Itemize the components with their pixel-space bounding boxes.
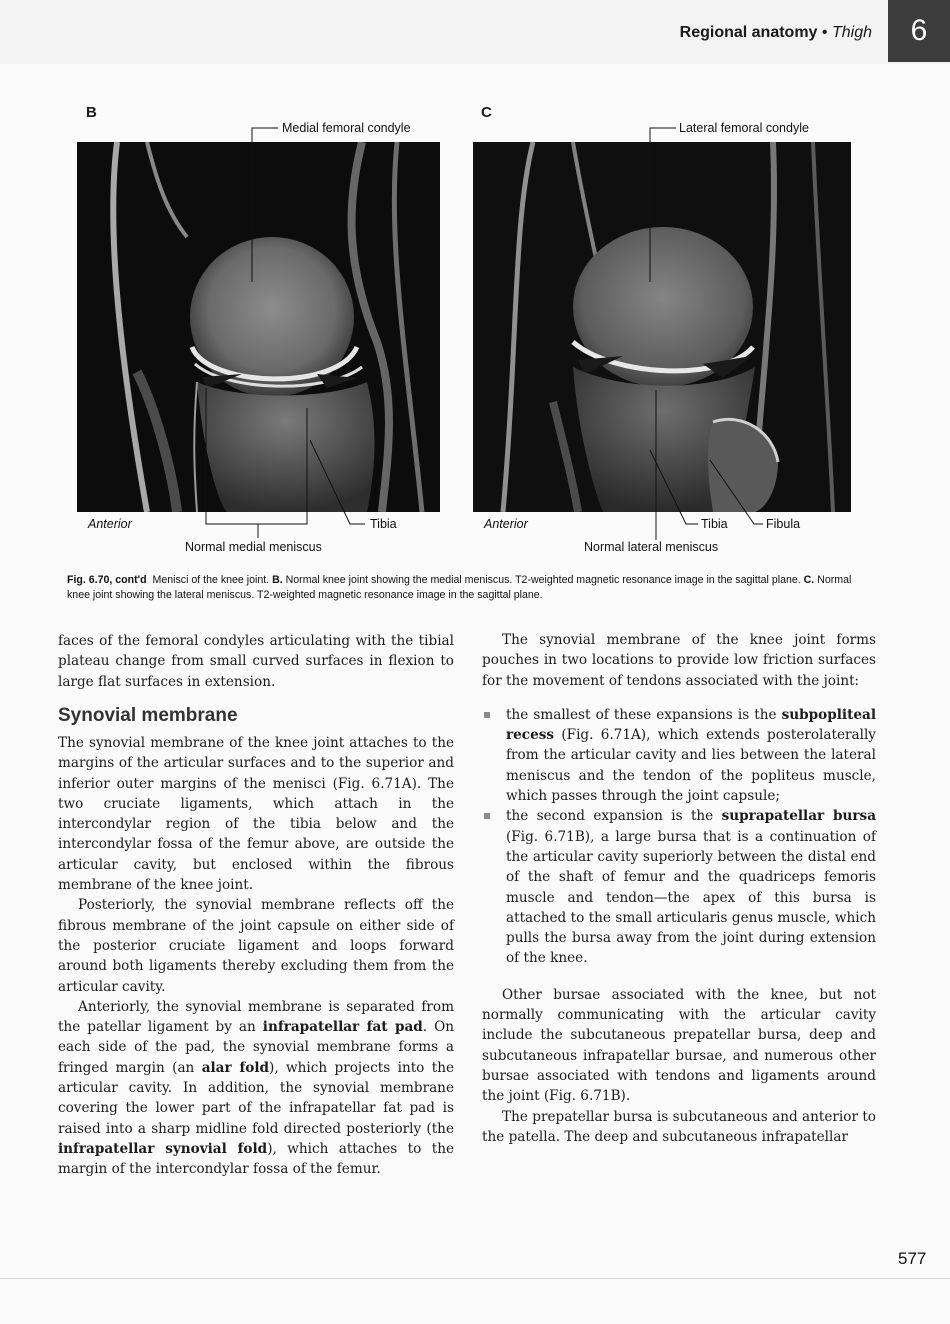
bullet-suprapatellar-bursa bbox=[482, 806, 876, 968]
leader-lines bbox=[0, 0, 950, 560]
running-head-section: Regional anatomy bbox=[679, 24, 818, 41]
caption-ref: Fig. 6.70, cont'd bbox=[67, 574, 147, 586]
chapter-tab: 6 bbox=[888, 0, 950, 62]
panel-b-letter: B bbox=[86, 104, 97, 121]
right-column bbox=[482, 630, 876, 1147]
left-paragraph-2: Posteriorly, the synovial membrane reflects off the fibrous membrane of the joint capsule on either side of the posterior cruciate ligament and loops forward around both ligaments thereby excluding them from the articular cavity. bbox=[58, 897, 454, 995]
right-paragraph-1: The synovial membrane of the knee joint forms pouches in two locations to provide low friction surfaces for the movement of tendons associated with the joint: bbox=[482, 632, 876, 689]
label-anterior-c: Anterior bbox=[484, 517, 528, 531]
label-tibia-b: Tibia bbox=[370, 517, 397, 531]
label-normal-medial-meniscus: Normal medial meniscus bbox=[185, 540, 322, 554]
running-head-subsection: Thigh bbox=[831, 24, 872, 41]
term-suprapatellar-bursa: suprapatellar bursa bbox=[721, 808, 877, 825]
term-alar-fold: alar fold bbox=[201, 1059, 270, 1076]
bullet1-c: (Fig. 6.71A), which extends posterolaterally from the articular cavity and lies between the lateral meniscus and the tendon of the popliteus muscle, which passes through the joint capsule; bbox=[506, 727, 876, 805]
para3-d: ), which projects into the articular cavity. In addition, the synovial membrane covering the lower part of the infrapatellar fat pad is raised into a sharp midline fold directed posteriorly (the bbox=[58, 1059, 454, 1137]
left-column-body bbox=[58, 733, 454, 1180]
para3-e: ), which attaches to the margin of the intercondylar fossa of the femur. bbox=[58, 1140, 455, 1178]
bullet1-a: the smallest of these expansions is the bbox=[506, 706, 777, 723]
label-anterior-b: Anterior bbox=[88, 517, 132, 531]
label-normal-lateral-meniscus: Normal lateral meniscus bbox=[584, 540, 719, 554]
term-infrapatellar-synovial-fold: infrapatellar synovial fold bbox=[58, 1140, 268, 1157]
term-subpopliteal-recess: subpopliteal recess bbox=[506, 706, 876, 744]
figure-caption bbox=[67, 573, 867, 603]
bullet-subpopliteal-recess bbox=[482, 705, 876, 806]
label-tibia-c: Tibia bbox=[701, 517, 728, 531]
caption-b-text: Normal knee joint showing the medial meniscus. T2-weighted magnetic resonance image in the sagittal plane. bbox=[285, 574, 801, 586]
bullet2-a: the second expansion is the bbox=[506, 808, 714, 825]
right-paragraph-2: Other bursae associated with the knee, but not normally communicating with the articular cavity include the subcutaneous prepatellar bursa, deep and subcutaneous infrapatellar bursae, and numerous other bursae associated with tendons and ligaments around the joint (Fig. 6.71B). bbox=[482, 986, 876, 1105]
bullet-marker bbox=[484, 813, 490, 819]
running-head-separator: • bbox=[821, 24, 828, 41]
caption-b-letter: B. bbox=[272, 574, 283, 586]
bullet2-c: (Fig. 6.71B), a large bursa that is a continuation of the articular cavity superiorly between the distal end of the shaft of femur and the quadriceps femoris muscle and tendon—the apex of this bursa is attached to the small articularis genus muscle, which pulls the bursa away from the joint during extension of the knee. bbox=[506, 828, 876, 967]
section-heading-synovial-membrane: Synovial membrane bbox=[58, 705, 238, 726]
label-lateral-femoral-condyle: Lateral femoral condyle bbox=[679, 121, 809, 135]
label-medial-femoral-condyle: Medial femoral condyle bbox=[282, 121, 411, 135]
para3-a: Anteriorly, the synovial membrane is separated from the patellar ligament by an bbox=[58, 998, 454, 1036]
left-column-intro bbox=[58, 631, 454, 692]
left-paragraph-3 bbox=[58, 997, 454, 1180]
left-paragraph-1: The synovial membrane of the knee joint attaches to the margins of the articular surfaces and to the superior and inferior outer margins of the menisci (Fig. 6.71A). The two cruciate ligaments, which attach in the intercondylar region of the tibia below and the intercondylar fossa of the femur above, are outside the articular cavity, but enclosed within the fibrous membrane of the knee joint. bbox=[58, 735, 454, 894]
label-fibula: Fibula bbox=[766, 517, 801, 531]
caption-title: Menisci of the knee joint. bbox=[152, 574, 270, 586]
caption-c-text: Normal knee joint showing the lateral meniscus. T2-weighted magnetic resonance image in the sagittal plane. bbox=[67, 574, 852, 601]
right-paragraph-3: The prepatellar bursa is subcutaneous and anterior to the patella. The deep and subcutaneous infrapatellar bbox=[482, 1108, 876, 1145]
footer-rule bbox=[0, 1278, 950, 1279]
page-number: 577 bbox=[898, 1249, 927, 1268]
term-infrapatellar-fat-pad: infrapatellar fat pad bbox=[262, 1019, 423, 1036]
caption-c-letter: C. bbox=[803, 574, 815, 586]
panel-c-letter: C bbox=[481, 104, 492, 121]
left-intro-paragraph: faces of the femoral condyles articulating with the tibial plateau change from small curved surfaces in flexion to large flat surfaces in extension. bbox=[58, 633, 454, 690]
para3-c: . On each side of the pad, the synovial membrane forms a fringed margin (an bbox=[58, 1019, 455, 1076]
bullet-marker bbox=[484, 712, 490, 718]
